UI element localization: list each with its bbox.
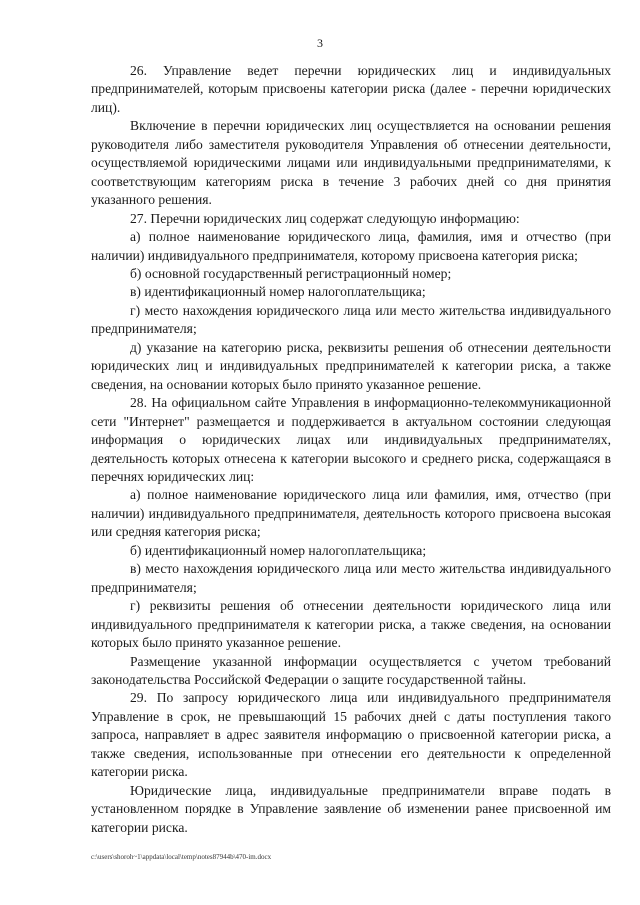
page-number: 3 bbox=[317, 36, 323, 50]
paragraph-26: 26. Управление ведет перечни юридических лиц и индивидуальных предпринимателей, которым присвоены категории риска (далее - перечни юридических лиц). bbox=[91, 63, 611, 115]
paragraph-27: 27. Перечни юридических лиц содержат следующую информацию: bbox=[130, 210, 520, 226]
list-item-27d: г) место нахождения юридического лица или место жительства индивидуального предпринимателя; bbox=[91, 302, 611, 337]
document-body bbox=[91, 62, 611, 837]
list-item-27c: в) идентификационный номер налогоплательщика; bbox=[130, 284, 426, 300]
list-item-28d: г) реквизиты решения об отнесении деятельности юридического лица или индивидуального предпринимателя к категории риска, а также сведения, на основании которых было принято указанное решение. bbox=[91, 598, 611, 651]
list-item-27e: д) указание на категорию риска, реквизиты решения об отнесении деятельности юридических лиц и индивидуальных предпринимателей к категории риска, а также сведения, на основании которых было принято указанное решение. bbox=[91, 339, 611, 392]
paragraph-28: 28. На официальном сайте Управления в информационно-телекоммуникационной сети "Интернет" размещается и поддерживается в актуальном состоянии следующая информация о юридических лицах или индивидуальных предпринимателях, деятельность которых отнесена к категории высокого и среднего риска, содержащаяся в перечнях юридических лиц: bbox=[91, 395, 611, 484]
paragraph-placement: Размещение указанной информации осуществляется с учетом требований законодательства Российской Федерации о защите государственной тайны. bbox=[91, 653, 611, 687]
list-item-28c: в) место нахождения юридического лица или место жительства индивидуального предпринимателя; bbox=[91, 561, 611, 595]
paragraph-29: 29. По запросу юридического лица или индивидуального предпринимателя Управление в срок, не превышающий 15 рабочих дней с даты поступления такого запроса, направляет в адрес заявителя информацию о присвоенной категории риска, а также сведения, использованные при отнесении его деятельности к определенной категории риска. bbox=[91, 690, 611, 780]
paragraph-change-request: Юридические лица, индивидуальные предприниматели вправе подать в установленном порядке в Управление заявление об изменении ранее присвоенной им категории риска. bbox=[91, 782, 611, 835]
list-item-28a: а) полное наименование юридического лица или фамилия, имя, отчество (при наличии) индивидуального предпринимателя, деятельность которого присвоена высокая или средняя категория риска; bbox=[91, 487, 611, 540]
list-item-28b: б) идентификационный номер налогоплательщика; bbox=[130, 542, 427, 558]
list-item-27a: а) полное наименование юридического лица, фамилия, имя и отчество (при наличии) индивидуального предпринимателя, которому присвоена категория риска; bbox=[91, 229, 611, 263]
paragraph-inclusion: Включение в перечни юридических лиц осуществляется на основании решения руководителя либо заместителя руководителя Управления об отнесении деятельности, осуществляемой юридическими лицами или индивидуальными предпринимателями, к соответствующим категориям риска в течение 3 рабочих дней со дня принятия указанного решения. bbox=[91, 118, 611, 208]
footer-file-path: c:\users\shoroh~1\appdata\local\temp\notes87944b\470-im.docx bbox=[91, 853, 272, 861]
list-item-27b: б) основной государственный регистрационный номер; bbox=[130, 265, 452, 281]
